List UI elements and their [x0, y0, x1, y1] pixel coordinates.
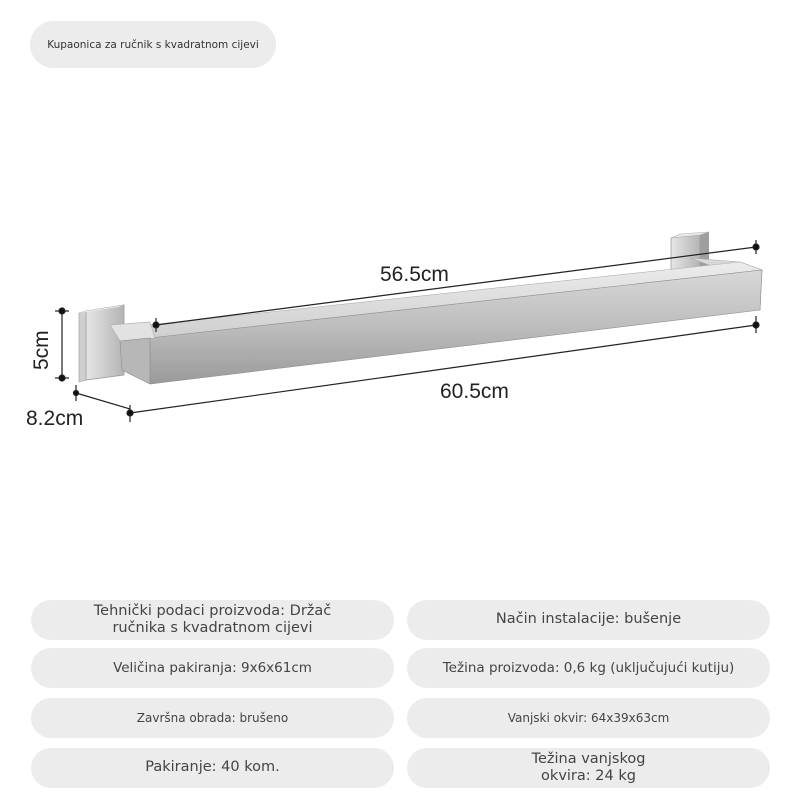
dim-total-length-label: 60.5cm [440, 380, 509, 403]
spec-finish [31, 698, 394, 738]
spec-outer-frame-weight [407, 748, 770, 788]
left-wall-mount [79, 305, 124, 382]
spec-finish-text: Završna obrada: brušeno [136, 710, 289, 725]
spec-outer-frame-weight-text: Težina vanjskog okvira: 24 kg [531, 750, 646, 784]
spec-product-specs [31, 600, 394, 640]
spec-product-specs-text: Tehnički podaci proizvoda: Držač ručnika s kvadratnom cijevi [93, 602, 332, 636]
spec-packing-text: Pakiranje: 40 kom. [145, 759, 280, 776]
dim-inner-length-label: 56.5cm [380, 263, 449, 286]
spec-outer-frame [407, 698, 770, 738]
spec-packing [31, 748, 394, 788]
spec-installation [407, 600, 770, 640]
title-text: Kupaonica za ručnik s kvadratnom cijevi [47, 38, 259, 51]
dim-height-label: 5cm [30, 330, 53, 370]
spec-installation-text: Način instalacije: bušenje [495, 611, 682, 628]
spec-product-weight-text: Težina proizvoda: 0,6 kg (uključujući kutiju) [442, 659, 735, 676]
spec-product-weight [407, 648, 770, 688]
spec-package-size-text: Veličina pakiranja: 9x6x61cm [113, 659, 312, 676]
spec-outer-frame-text: Vanjski okvir: 64x39x63cm [507, 710, 670, 725]
dim-depth-label: 8.2cm [26, 407, 84, 430]
spec-package-size [31, 648, 394, 688]
